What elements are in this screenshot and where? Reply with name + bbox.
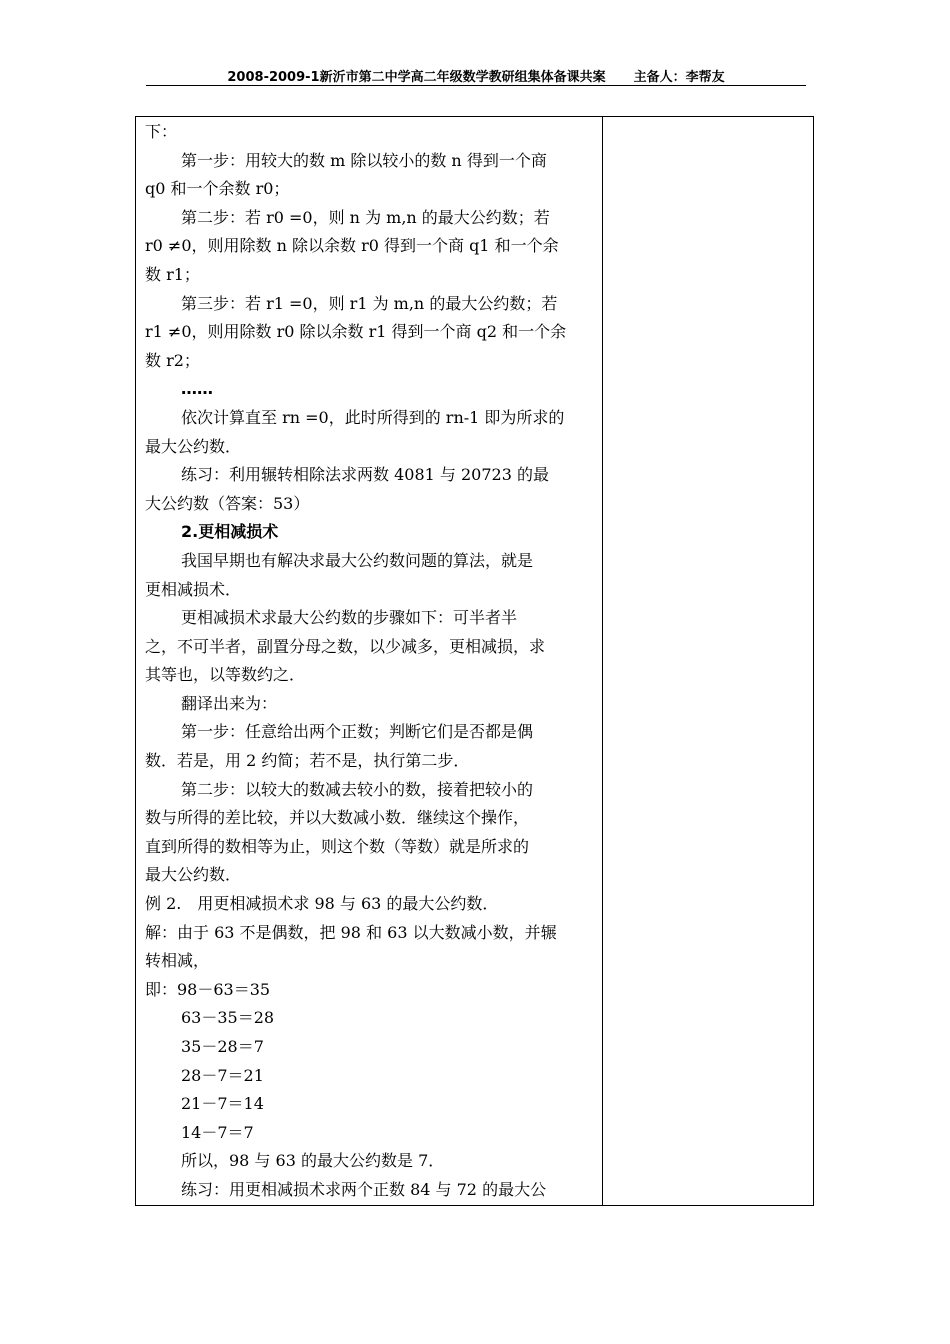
example-title: 例 2. 用更相减损术求 98 与 63 的最大公约数． [145, 894, 499, 914]
column-divider [602, 116, 603, 1206]
text-line: 下： [145, 122, 178, 141]
page-header [146, 66, 806, 84]
text-line: 其等也，以等数约之． [145, 665, 306, 685]
equation-line: 14－7＝7 [181, 1122, 254, 1142]
header-rule [146, 85, 806, 86]
text-line: 之，不可半者，副置分母之数，以少减多，更相减损，求 [145, 636, 546, 656]
main-column [145, 118, 597, 1205]
text-line: 解：由于 63 不是偶数，把 98 和 63 以大数减小数，并辗 [145, 922, 557, 942]
text-line: q0 和一个余数 r0； [145, 179, 290, 199]
text-line: 依次计算直至 rn =0，此时所得到的 rn-1 即为所求的 [181, 407, 565, 427]
text-line: 所以，98 与 63 的最大公约数是 7． [181, 1151, 445, 1171]
text-line: 大公约数（答案：53） [145, 493, 310, 513]
ellipsis-line: …… [181, 379, 213, 399]
text-line: r1 ≠0，则用除数 r0 除以余数 r1 得到一个商 q2 和一个余 [145, 322, 567, 342]
text-line: 第一步：任意给出两个正数；判断它们是否都是偶 [181, 722, 534, 742]
text-line: 第三步：若 r1 =0，则 r1 为 m,n 的最大公约数；若 [181, 293, 558, 313]
text-line: 更相减损术． [145, 579, 242, 599]
text-line: r0 ≠0，则用除数 n 除以余数 r0 得到一个商 q1 和一个余 [145, 236, 559, 256]
equation-line: 即：98－63＝35 [145, 979, 271, 999]
text-line: 翻译出来为： [181, 693, 278, 713]
equation-line: 28－7＝21 [181, 1065, 264, 1085]
text-line: 第二步：以较大的数减去较小的数，接着把较小的 [181, 779, 534, 799]
text-line: 最大公约数． [145, 436, 242, 456]
text-line: 数．若是，用 2 约简；若不是，执行第二步． [145, 751, 470, 771]
text-line: 数与所得的差比较，并以大数减小数．继续这个操作， [145, 808, 530, 828]
text-line: 转相减， [145, 951, 210, 971]
equation-line: 63－35＝28 [181, 1008, 275, 1028]
text-line: 练习：利用辗转相除法求两数 4081 与 20723 的最 [181, 465, 549, 485]
text-line: 我国早期也有解决求最大公约数问题的算法，就是 [181, 550, 534, 570]
text-line: 直到所得的数相等为止，则这个数（等数）就是所求的 [145, 836, 530, 856]
text-line: 更相减损术求最大公约数的步骤如下：可半者半 [181, 608, 518, 628]
equation-line: 21－7＝14 [181, 1094, 264, 1114]
text-line: 第一步：用较大的数 m 除以较小的数 n 得到一个商 [181, 150, 547, 170]
text-line: 练习：用更相减损术求两个正数 84 与 72 的最大公 [181, 1179, 547, 1199]
equation-line: 35－28＝7 [181, 1037, 264, 1056]
section-heading: 2.更相减损术 [181, 522, 279, 542]
text-line: 数 r1； [145, 264, 200, 284]
header-title: 2008-2009-1新沂市第二中学高二年级数学教研组集体备课共案 [227, 70, 606, 85]
header-preparer: 主备人：李帮友 [633, 70, 725, 85]
text-line: 数 r2； [145, 350, 200, 370]
text-line: 第二步：若 r0 =0，则 n 为 m,n 的最大公约数；若 [181, 207, 550, 227]
text-line: 最大公约数． [145, 865, 242, 885]
